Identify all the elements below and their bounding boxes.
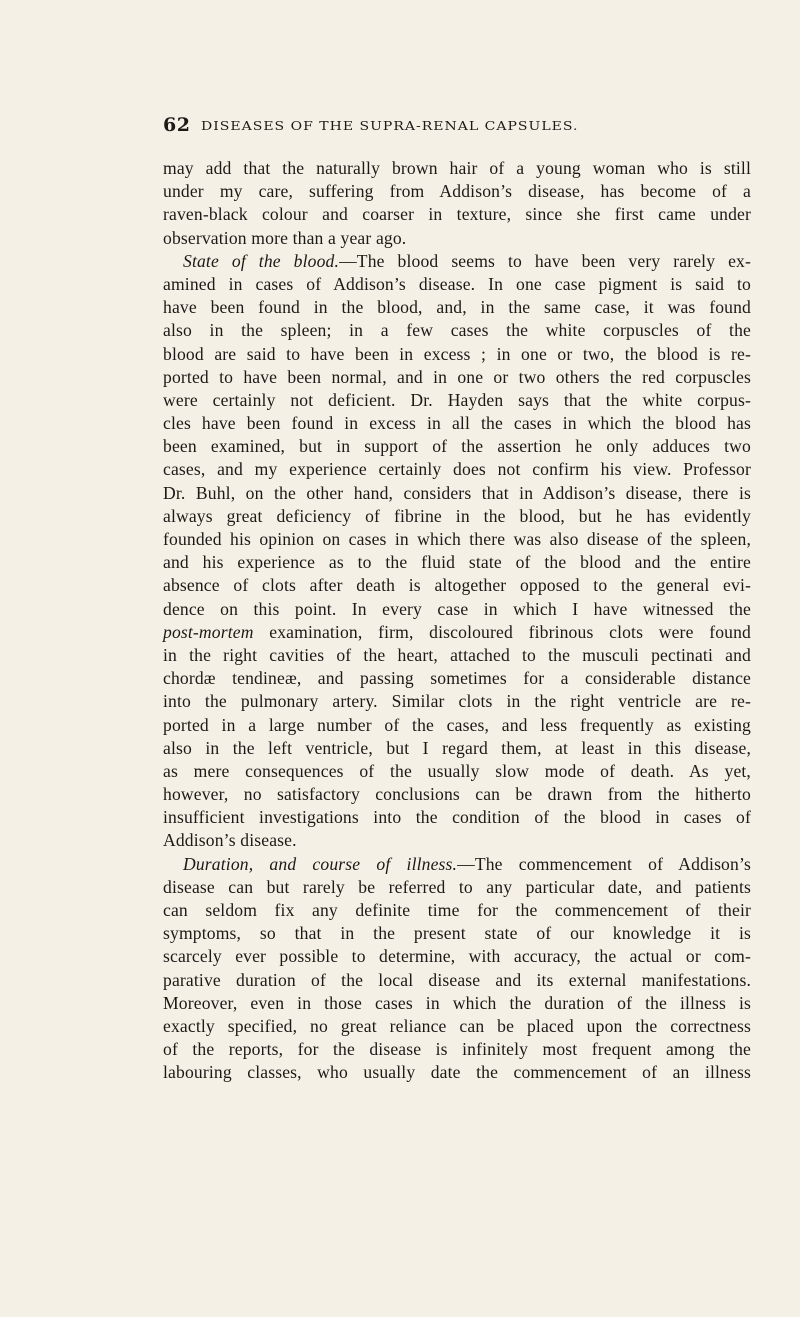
text-line: have been found in the blood, and, in the same case, it was found [163,297,751,318]
text-line: as mere consequences of the usually slow mode of death. As yet, [163,760,751,781]
text-line: cles have been found in excess in all the cases in which the blood has [163,413,751,434]
text-line: also in the left ventricle, but I regard them, at least in this disease, [163,737,751,758]
text-line: disease can but rarely be referred to any particular date, and patients [163,876,751,897]
running-head: DISEASES OF THE SUPRA-RENAL CAPSULES. [201,118,579,133]
text-line: exactly specified, no great reliance can be placed upon the correctness [163,1015,751,1036]
text-line: labouring classes, who usually date the commencement of an illness [163,1062,751,1083]
text-line: and his experience as to the fluid state of the blood and the entire [163,552,751,573]
text-line: Dr. Buhl, on the other hand, considers that in Addison’s disease, there is [163,482,751,503]
italic-term: post-mortem [163,621,254,642]
text-line: cases, and my experience certainly does not confirm his view. Professor [163,459,751,480]
text-line: scarcely ever possible to determine, with accuracy, the actual or com- [163,946,751,967]
text-line: been examined, but in support of the assertion he only adduces two [163,436,751,457]
text-line: insufficient investigations into the condition of the blood in cases of [163,807,751,828]
section-heading: Duration, and course of illness. [183,853,458,874]
text-line: chordæ tendineæ, and passing sometimes for a considerable distance [163,668,751,689]
text-line: dence on this point. In every case in which I have witnessed the [163,598,751,619]
text-line: blood are said to have been in excess ; in one or two, the blood is re- [163,343,751,364]
page-number: 62 [163,114,191,136]
text-line: ported in a large number of the cases, and less frequently as existing [163,714,751,735]
text-line: Duration, and course of illness.—The commencement of Addison’s [183,853,751,874]
text-line: ported to have been normal, and in one or two others the red corpuscles [163,366,751,387]
text-line: under my care, suffering from Addison’s disease, has become of a [163,181,751,202]
text-line: Moreover, even in those cases in which the duration of the illness is [163,992,751,1013]
page-header [163,114,745,142]
text-line: may add that the naturally brown hair of a young woman who is still [163,158,751,178]
text-line: were certainly not deficient. Dr. Hayden says that the white corpus- [163,389,751,410]
text-line: however, no satisfactory conclusions can be drawn from the hitherto [163,784,751,805]
text-line: absence of clots after death is altogether opposed to the general evi- [163,575,751,596]
text-line: of the reports, for the disease is infinitely most frequent among the [163,1039,751,1060]
text-line: observation more than a year ago. [163,227,407,248]
text-line: post-mortem examination, firm, discoloured fibrinous clots were found [163,621,751,642]
text-line: also in the spleen; in a few cases the white corpuscles of the [163,320,751,341]
text-line: parative duration of the local disease and its external manifestations. [163,969,751,990]
body-text [163,157,751,1085]
text-line: symptoms, so that in the present state of our knowledge it is [163,923,751,944]
text-line: into the pulmonary artery. Similar clots in the right ventricle are re- [163,691,751,712]
text-line: raven-black colour and coarser in texture, since she first came under [163,204,751,225]
section-heading: State of the blood. [183,250,340,271]
text-line: Addison’s disease. [163,830,297,851]
text-line: in the right cavities of the heart, attached to the musculi pectinati and [163,644,751,665]
text-line: amined in cases of Addison’s disease. In one case pigment is said to [163,273,751,294]
text-line: State of the blood.—The blood seems to have been very rarely ex- [183,250,751,271]
text-line: can seldom fix any definite time for the commencement of their [163,900,751,920]
text-line: always great deficiency of fibrine in the blood, but he has evidently [163,505,751,526]
text-line: founded his opinion on cases in which there was also disease of the spleen, [163,529,751,549]
